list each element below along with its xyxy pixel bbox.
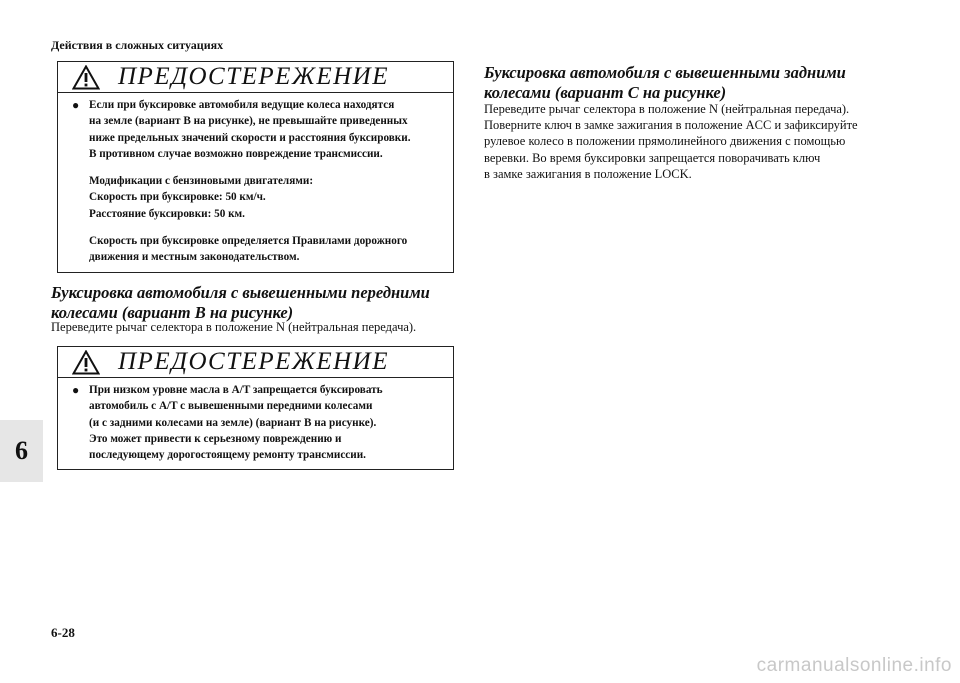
bullet-icon: ● [72, 98, 80, 112]
bullet-icon: ● [72, 383, 80, 397]
body-line: Переведите рычаг селектора в положение N (нейтральная передача). [484, 102, 850, 116]
warning-line: Расстояние буксировки: 50 км. [89, 207, 245, 220]
warning-line: на земле (вариант B на рисунке), не превышайте приведенных [89, 115, 408, 128]
warning-line: (и с задними колесами на земле) (вариант B на рисунке). [89, 416, 377, 429]
running-header: Действия в сложных ситуациях [51, 38, 224, 52]
section-text-front-lifted [51, 319, 416, 335]
body-line: веревки. Во время буксировки запрещается поворачивать ключ [484, 150, 821, 165]
section-title-front-lifted: Буксировка автомобиля с вывешенными передними колесами (вариант B на рисунке) [51, 283, 430, 322]
warning-title: ПРЕДОСТЕРЕЖЕНИЕ [118, 348, 389, 375]
chapter-tab [0, 420, 43, 482]
page-number: 6-28 [51, 625, 75, 640]
warning-line: Это может привести к серьезному повреждению и [89, 432, 342, 445]
warning-header [58, 62, 453, 93]
warning-line: ниже предельных значений скорости и расстояния буксировки. [89, 131, 411, 144]
body-line: рулевое колесо в положении прямолинейного движения с помощью [484, 134, 846, 149]
warning-line: Скорость при буксировке определяется Правилами дорожного [89, 235, 408, 248]
warning-title: ПРЕДОСТЕРЕЖЕНИЕ [118, 63, 389, 90]
body-line: в замке зажигания в положение LOCK. [484, 166, 692, 181]
warning-body [58, 93, 453, 272]
warning-box-2 [57, 346, 454, 470]
warning-line: При низком уровне масла в A/T запрещается буксировать [89, 384, 383, 396]
section-title-rear-lifted: Буксировка автомобиля с вывешенными задними колесами (вариант C на рисунке) [484, 63, 846, 102]
warning-line: автомобиль с A/T с вывешенными передними колесами [89, 400, 373, 413]
warning-line: движения и местным законодательством. [89, 251, 300, 264]
body-line: Переведите рычаг селектора в положение N (нейтральная передача). [51, 320, 417, 334]
warning-header [58, 347, 453, 378]
warning-triangle-icon [72, 350, 100, 375]
section-text-rear-lifted [484, 101, 858, 182]
warning-box-1 [57, 61, 454, 273]
warning-line: Если при буксировке автомобиля ведущие колеса находятся [89, 99, 395, 111]
warning-line: В противном случае возможно повреждение трансмиссии. [89, 147, 383, 160]
warning-line: Скорость при буксировке: 50 км/ч. [89, 191, 266, 204]
warning-line: Модификации с бензиновыми двигателями: [89, 175, 314, 188]
warning-line: последующему дорогостоящему ремонту трансмиссии. [89, 449, 366, 462]
warning-triangle-icon [72, 65, 100, 90]
body-line: Поверните ключ в замке зажигания в положение ACC и зафиксируйте [484, 118, 858, 133]
watermark: carmanualsonline.info [756, 655, 952, 676]
chapter-number: 6 [15, 436, 28, 465]
warning-body [58, 378, 453, 469]
